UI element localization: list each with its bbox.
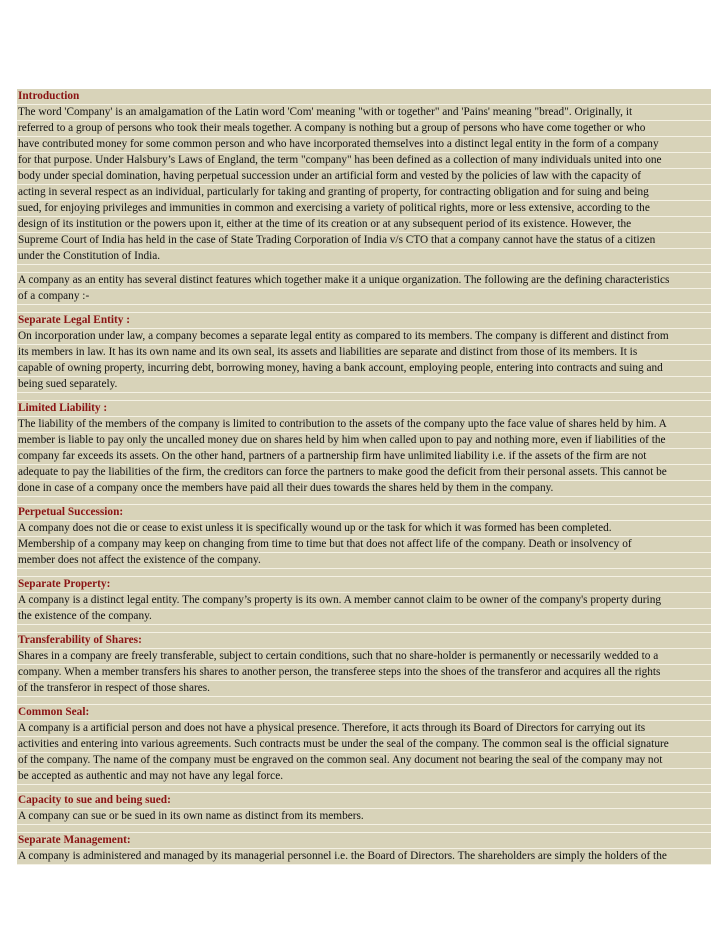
section-heading: Separate Property:: [17, 577, 711, 593]
paragraph-line: of the transferor in respect of those shares.: [17, 681, 711, 697]
paragraph-line: member does not affect the existence of the company.: [17, 553, 711, 569]
section: [17, 505, 711, 577]
paragraph-line: A company is a distinct legal entity. The company’s property is its own. A member cannot claim to be owner of the company's property during: [17, 593, 711, 609]
paragraph-line: be accepted as authentic and may not have any legal force.: [17, 769, 711, 785]
paragraph-line: Supreme Court of India has held in the case of State Trading Corporation of India v/s CTO that a company cannot have the status of a citizen: [17, 233, 711, 249]
section: [17, 633, 711, 705]
section-gap: [17, 697, 711, 705]
section: [17, 577, 711, 633]
paragraph-line: The word 'Company' is an amalgamation of the Latin word 'Com' meaning "with or together" and 'Pains' meaning "bread". Originally, it: [17, 105, 711, 121]
section-gap: [17, 305, 711, 313]
document-body: [17, 89, 711, 865]
paragraph-line: A company does not die or cease to exist unless it is specifically wound up or the task for which it was formed has been completed.: [17, 521, 711, 537]
paragraph-line: capable of owning property, incurring debt, borrowing money, having a bank account, employing people, entering into contracts and suing and: [17, 361, 711, 377]
section-gap: [17, 625, 711, 633]
section-heading: Separate Management:: [17, 833, 711, 849]
paragraph-line: referred to a group of persons who took their meals together. A company is nothing but a group of persons who have come together or who: [17, 121, 711, 137]
section-heading: Common Seal:: [17, 705, 711, 721]
section: [17, 89, 711, 273]
section-gap: [17, 825, 711, 833]
paragraph-line: its members in law. It has its own name and its own seal, its assets and liabilities are separate and distinct from those of its members. It is: [17, 345, 711, 361]
section-gap: [17, 569, 711, 577]
section-gap: [17, 265, 711, 273]
section-heading: Separate Legal Entity :: [17, 313, 711, 329]
paragraph-line: have contributed money for some common person and who have incorporated themselves into a distinct legal entity in the form of a company: [17, 137, 711, 153]
paragraph-line: being sued separately.: [17, 377, 711, 393]
paragraph-line: done in case of a company once the members have paid all their dues towards the shares held by them in the company.: [17, 481, 711, 497]
section-gap: [17, 497, 711, 505]
section: [17, 313, 711, 401]
paragraph-line: Membership of a company may keep on changing from time to time but that does not affect life of the company. Death or insolvency of: [17, 537, 711, 553]
paragraph-line: company far exceeds its assets. On the other hand, partners of a partnership firm have unlimited liability i.e. if the assets of the firm are not: [17, 449, 711, 465]
paragraph-line: On incorporation under law, a company becomes a separate legal entity as compared to its members. The company is different and distinct from: [17, 329, 711, 345]
section-heading: Introduction: [17, 89, 711, 105]
paragraph-line: A company is a artificial person and does not have a physical presence. Therefore, it acts through its Board of Directors for carrying out its: [17, 721, 711, 737]
paragraph-line: under the Constitution of India.: [17, 249, 711, 265]
section: [17, 793, 711, 833]
paragraph-line: A company is administered and managed by its managerial personnel i.e. the Board of Directors. The shareholders are simply the holders of the: [17, 849, 711, 865]
paragraph-line: for that purpose. Under Halsbury’s Laws of England, the term "company" has been defined as a collection of many individuals united into one: [17, 153, 711, 169]
paragraph-line: company. When a member transfers his shares to another person, the transferee steps into the shoes of the transferor and acquires all the rights: [17, 665, 711, 681]
paragraph-line: sued, for enjoying privileges and immunities in common and exercising a variety of political rights, more or less extensive, according to the: [17, 201, 711, 217]
paragraph-line: The liability of the members of the company is limited to contribution to the assets of the company upto the face value of shares held by him. A: [17, 417, 711, 433]
section: [17, 705, 711, 793]
paragraph-line: of a company :-: [17, 289, 711, 305]
paragraph-line: the existence of the company.: [17, 609, 711, 625]
paragraph-line: adequate to pay the liabilities of the firm, the creditors can force the partners to make good the deficit from their personal assets. This cannot be: [17, 465, 711, 481]
paragraph-line: A company can sue or be sued in its own name as distinct from its members.: [17, 809, 711, 825]
section: [17, 833, 711, 865]
paragraph-line: body under special domination, having perpetual succession under an artificial form and vested by the policies of law with the capacity of: [17, 169, 711, 185]
section-heading: Capacity to sue and being sued:: [17, 793, 711, 809]
section: [17, 273, 711, 313]
section-gap: [17, 393, 711, 401]
paragraph-line: design of its institution or the powers upon it, either at the time of its creation or at any subsequent period of its existence. However, the: [17, 217, 711, 233]
paragraph-line: acting in several respect as an individual, particularly for taking and granting of property, for contracting obligation and for suing and being: [17, 185, 711, 201]
paragraph-line: of the company. The name of the company must be engraved on the common seal. Any document not bearing the seal of the company may not: [17, 753, 711, 769]
section-heading: Transferability of Shares:: [17, 633, 711, 649]
section: [17, 401, 711, 505]
paragraph-line: Shares in a company are freely transferable, subject to certain conditions, such that no share-holder is permanently or necessarily wedded to a: [17, 649, 711, 665]
paragraph-line: activities and entering into various agreements. Such contracts must be under the seal of the company. The common seal is the official signature: [17, 737, 711, 753]
paragraph-line: A company as an entity has several distinct features which together make it a unique organization. The following are the defining characteristics: [17, 273, 711, 289]
section-heading: Perpetual Succession:: [17, 505, 711, 521]
section-gap: [17, 785, 711, 793]
section-heading: Limited Liability :: [17, 401, 711, 417]
paragraph-line: member is liable to pay only the uncalled money due on shares held by him when called upon to pay and nothing more, even if liabilities of the: [17, 433, 711, 449]
